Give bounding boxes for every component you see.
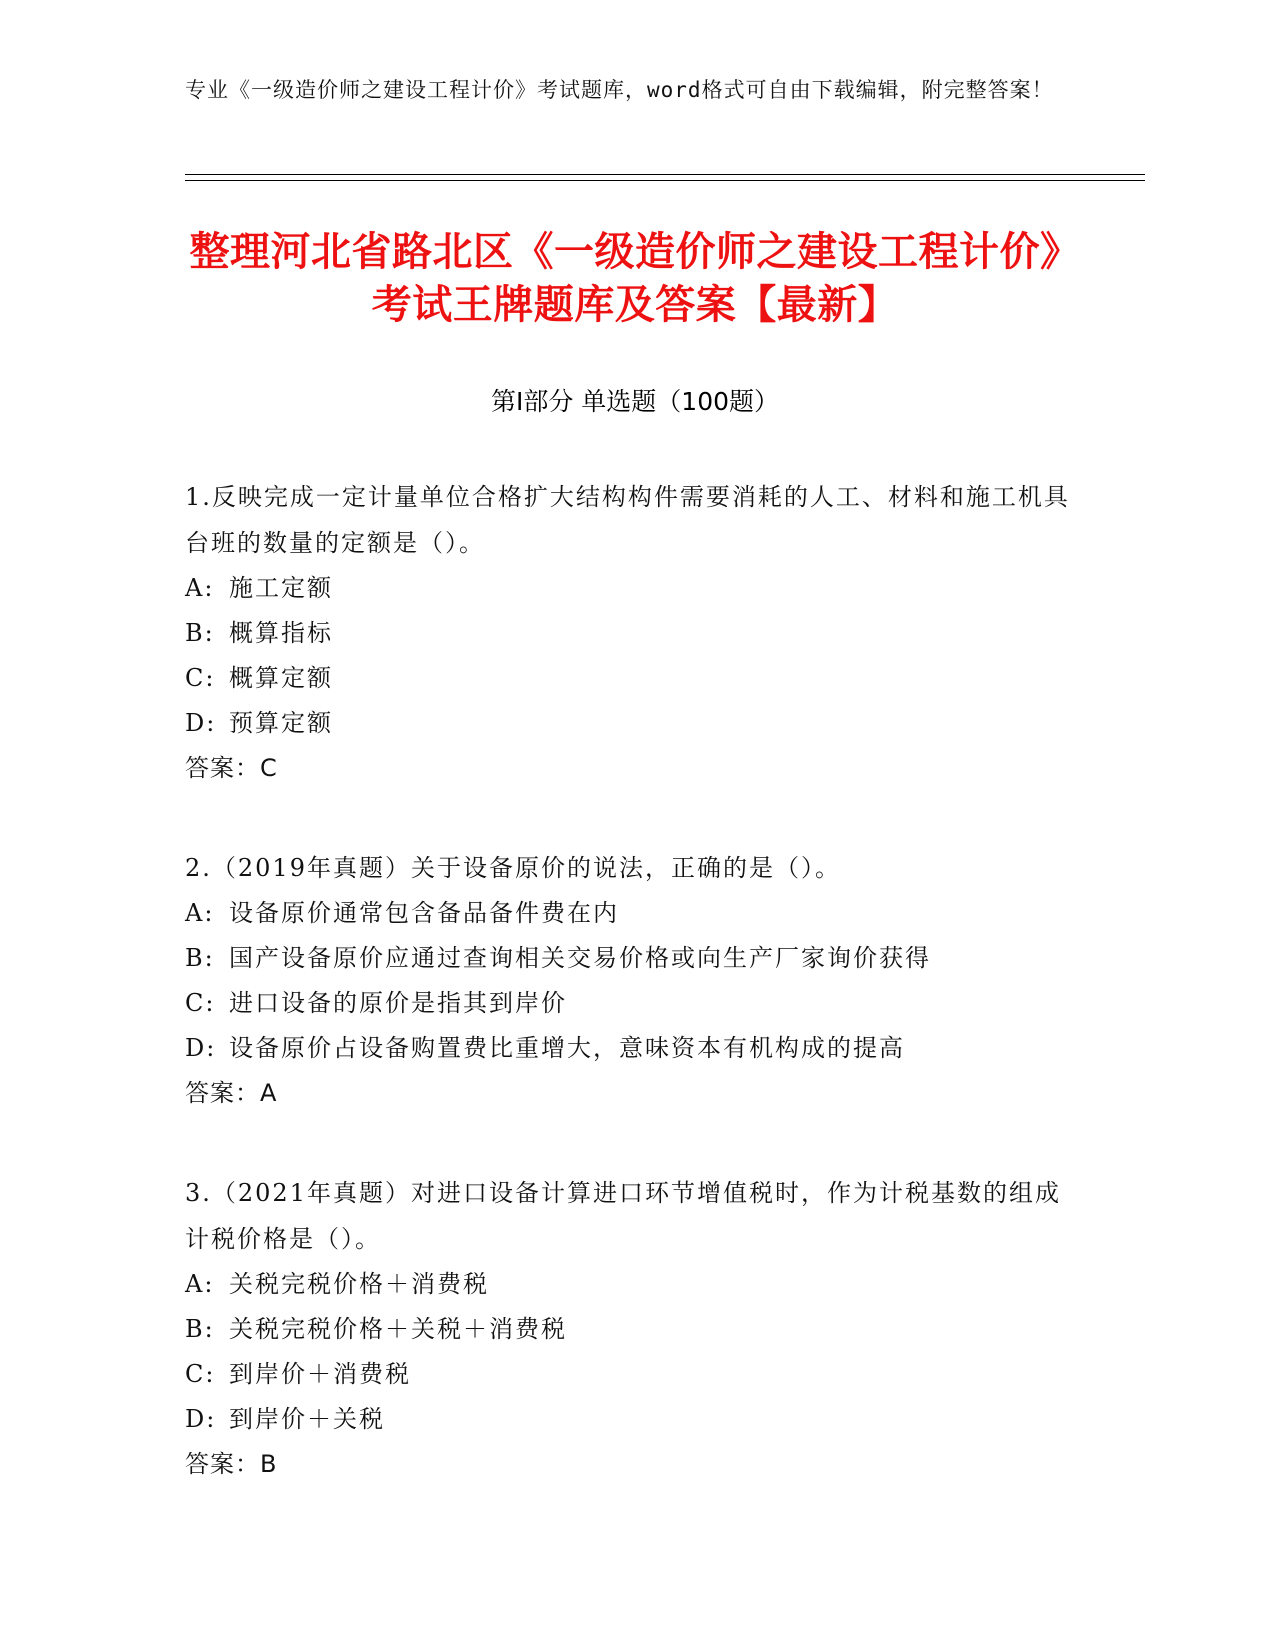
option-text: 到岸价＋关税 <box>229 1405 385 1433</box>
option-text: 国产设备原价应通过查询相关交易价格或向生产厂家询价获得 <box>229 944 931 972</box>
option-letter: D: <box>185 1405 217 1433</box>
option-text: 预算定额 <box>229 709 333 737</box>
document-title: 整理河北省路北区《一级造价师之建设工程计价》考试王牌题库及答案【最新】 <box>189 229 1081 328</box>
option-letter: C: <box>185 664 216 692</box>
option-text: 关税完税价格＋关税＋消费税 <box>229 1315 567 1343</box>
option-letter: C: <box>185 1360 216 1388</box>
option-text: 概算指标 <box>229 619 333 647</box>
question-stem: 3.（2021年真题）对进口设备计算进口环节增值税时，作为计税基数的组成计税价格是（）。 <box>185 1179 1061 1253</box>
header-note: 专业《一级造价师之建设工程计价》考试题库，word格式可自由下载编辑，附完整答案！ <box>185 78 1054 102</box>
question-3 <box>185 1170 1085 1487</box>
option-text: 概算定额 <box>229 664 333 692</box>
option-a <box>185 891 1085 936</box>
option-c <box>185 656 1085 701</box>
option-letter: A: <box>185 574 215 602</box>
option-letter: D: <box>185 709 217 737</box>
question-1 <box>185 474 1085 791</box>
option-d <box>185 1397 1085 1442</box>
option-letter: A: <box>185 1270 215 1298</box>
option-text: 施工定额 <box>229 574 333 602</box>
question-list <box>185 474 1085 1541</box>
answer-line: 答案：B <box>185 1450 278 1478</box>
option-letter: D: <box>185 1034 217 1062</box>
option-text: 设备原价通常包含备品备件费在内 <box>229 899 619 927</box>
option-text: 关税完税价格＋消费税 <box>229 1270 489 1298</box>
header-rule-bottom <box>185 180 1145 181</box>
option-text: 到岸价＋消费税 <box>229 1360 411 1388</box>
question-stem: 1.反映完成一定计量单位合格扩大结构构件需要消耗的人工、材料和施工机具台班的数量的定额是（）。 <box>185 483 1070 557</box>
section-title: 第Ⅰ部分 单选题（100题） <box>490 387 780 416</box>
option-c <box>185 981 1085 1026</box>
option-b <box>185 611 1085 656</box>
answer-line: 答案：C <box>185 754 278 782</box>
option-letter: B: <box>185 1315 215 1343</box>
option-b <box>185 936 1085 981</box>
option-letter: B: <box>185 619 215 647</box>
option-a <box>185 1262 1085 1307</box>
header-rule-top <box>185 174 1145 175</box>
answer-line: 答案：A <box>185 1079 278 1107</box>
question-2 <box>185 845 1085 1116</box>
option-a <box>185 566 1085 611</box>
option-c <box>185 1352 1085 1397</box>
question-stem: 2.（2019年真题）关于设备原价的说法，正确的是（）。 <box>185 854 841 882</box>
option-letter: C: <box>185 989 216 1017</box>
option-text: 设备原价占设备购置费比重增大，意味资本有机构成的提高 <box>229 1034 905 1062</box>
option-letter: A: <box>185 899 215 927</box>
option-text: 进口设备的原价是指其到岸价 <box>229 989 567 1017</box>
option-d <box>185 1026 1085 1071</box>
option-d <box>185 701 1085 746</box>
option-letter: B: <box>185 944 215 972</box>
option-b <box>185 1307 1085 1352</box>
